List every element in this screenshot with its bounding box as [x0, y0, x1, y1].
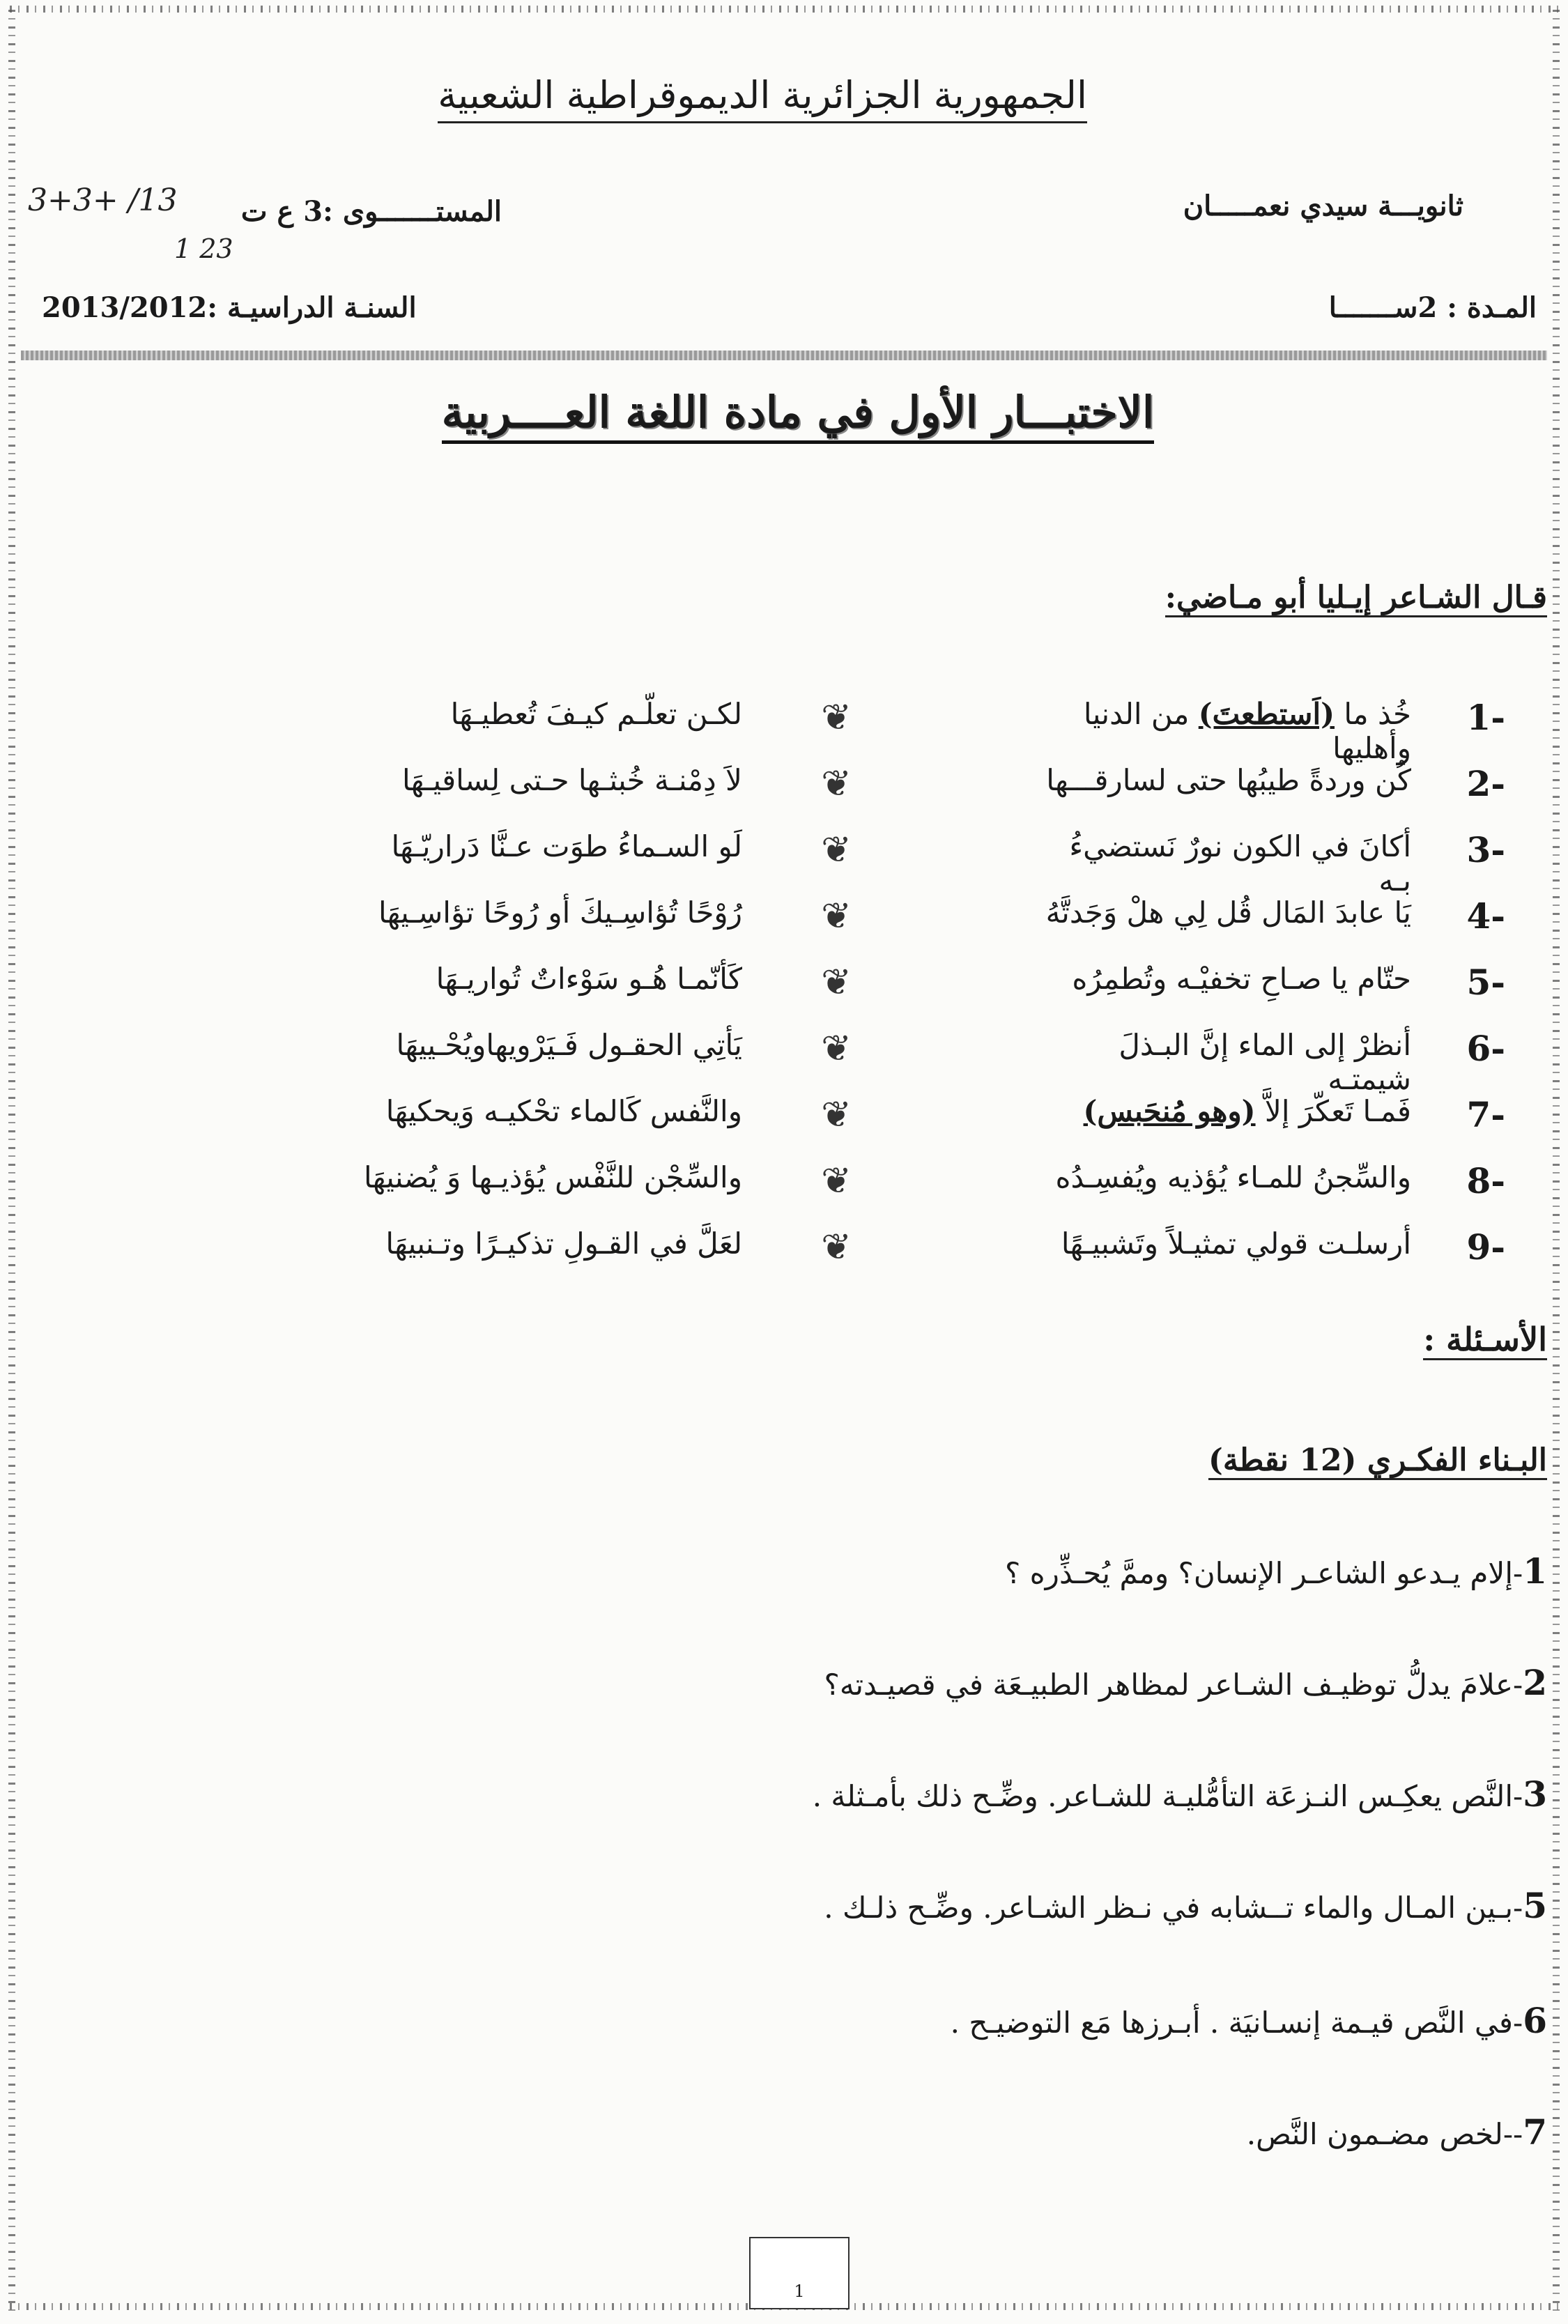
ornament-icon: ❦ — [821, 962, 852, 1003]
verse-row — [0, 763, 1568, 826]
verse-second-hemistich: لكـن تعلّـم كيـفَ تُعطيـهَا — [450, 697, 742, 731]
verse-number: 9- — [1466, 1226, 1505, 1268]
verse-first-hemistich: يَا عابدَ المَال قُل لِي هلْ وَجَدتَّهُ — [1045, 895, 1411, 930]
question-item — [951, 2000, 1547, 2041]
verse-first-hemistich: كُن وردةً طيبُها حتى لسارقـــها — [1046, 763, 1411, 797]
verse-first-hemistich: والسِّجنُ للمـاء يُؤذيه ويُفسِـدُه — [1055, 1160, 1411, 1194]
handwritten-note-2: 1 23 — [174, 233, 233, 264]
verse-second-hemistich: يَأتِي الحقـول فَـيَرْويهاويُحْـييهَا — [396, 1028, 742, 1062]
header-divider — [21, 351, 1547, 360]
question-text: -بـين المـال والماء تــشابه في نـظر الشـاعر. وضِّـح ذلـك . — [824, 1891, 1523, 1925]
question-item — [824, 1662, 1547, 1703]
verse-first-hemistich: أرسلـت قولي تمثيـلاً وتَشبيـهًا — [1061, 1226, 1411, 1261]
verse-first-hemistich: حتّام يا صـاحِ تخفيْـه وتُطمِرُه — [1072, 962, 1411, 996]
section-heading: البـناء الفكـري (12 نقطة) — [1208, 1442, 1547, 1478]
verse-second-hemistich: رُوْحًا تُؤاسِـيكَ أو رُوحًا تؤاسِـيهَا — [378, 895, 742, 930]
question-text: -في النَّص قيـمة إنسـانيَة . أبـرزها مَع التوضيـح . — [950, 2006, 1523, 2040]
verse-second-hemistich: لاَ دِمْنـة خُبثـها حـتى لِساقيـهَا — [401, 763, 742, 797]
school-name: ثانويـــة سيدي نعمـــــان — [1183, 190, 1463, 222]
verse-row — [0, 1094, 1568, 1157]
question-text: -النَّص يعكِـس النـزعَة التأمُّليـة للشـاعر. وضِّـح ذلك بأمـثلة . — [812, 1779, 1523, 1813]
verse-second-hemistich: لَو السـماءُ طوَت عـنَّا دَراريّـهَا — [391, 829, 742, 863]
question-number: 7 — [1523, 2111, 1547, 2153]
page-number-box — [749, 2237, 850, 2309]
verse-first-hemistich: خُذ ما (اَستطعتَ) من الدنيا وأهليها — [1083, 697, 1411, 765]
question-number: 5 — [1523, 1885, 1547, 1926]
question-text: --لخص مضـمون النَّص. — [1246, 2117, 1523, 2151]
ornament-icon: ❦ — [821, 697, 852, 739]
verse-row — [0, 829, 1568, 898]
question-number: 3 — [1523, 1773, 1547, 1815]
verse-second-hemistich: والسِّجْن للنَّفْس يُؤذيـها وَ يُضنيهَا — [363, 1160, 742, 1194]
page-border-top — [10, 6, 1558, 13]
question-item — [1247, 2111, 1547, 2153]
verse-second-hemistich: كَأنّمـا هُـو سَوْءاتٌ تُواريـهَا — [436, 962, 742, 996]
verse-row — [0, 1160, 1568, 1223]
question-number: 6 — [1523, 2000, 1547, 2041]
ornament-icon: ❦ — [821, 895, 852, 937]
verse-second-hemistich: لعَلَّ في القـولِ تذكيـرًا وتـنبيهَا — [385, 1226, 742, 1261]
ornament-icon: ❦ — [821, 1226, 852, 1268]
question-number: 1 — [1523, 1550, 1547, 1592]
handwritten-note: 3+3+ /13 — [28, 183, 178, 218]
ornament-icon: ❦ — [821, 763, 852, 805]
verse-number: 2- — [1466, 763, 1505, 804]
question-text: -علامَ يدلُّ توظيـف الشـاعر لمظاهر الطبيـعَة في قصيـدته؟ — [824, 1668, 1523, 1702]
question-number: 2 — [1523, 1662, 1547, 1703]
verse-row — [0, 962, 1568, 1024]
verse-row — [0, 895, 1568, 958]
questions-heading: الأسـئلة : — [1423, 1321, 1547, 1358]
question-text: -إلام يـدعو الشاعـر الإنسان؟ وممَّ يُحـذِّره ؟ — [1005, 1556, 1523, 1590]
exam-title: الاختبـــار الأول في مادة اللغة العــــربية — [335, 387, 1261, 438]
verse-number: 8- — [1466, 1160, 1505, 1201]
republic-heading: الجمهورية الجزائرية الديموقراطية الشعبية — [488, 73, 1087, 117]
verse-row — [0, 697, 1568, 765]
page-number: 1 — [794, 2281, 805, 2301]
ornament-icon: ❦ — [821, 1094, 852, 1136]
verse-second-hemistich: والنَّفس كَالماء تحْكيـه وَيحكيهَا — [385, 1094, 742, 1128]
question-item — [824, 1885, 1547, 1926]
verse-first-hemistich: فَمـا تَعكّرَ إلاَّ (وهو مُنحَبس) — [1083, 1094, 1411, 1128]
verse-number: 1- — [1466, 697, 1505, 738]
verse-first-hemistich: أنظرْ إلى الماء إنَّ البـذلَ شيمتـه — [1119, 1028, 1411, 1096]
verse-number: 5- — [1466, 962, 1505, 1003]
verse-number: 6- — [1466, 1028, 1505, 1069]
verse-row — [0, 1226, 1568, 1289]
verse-first-hemistich: أكانَ في الكون نورٌ نَستضيءُ بـه — [1069, 829, 1411, 898]
level-label: المستـــــــوى :3 ع ت — [240, 195, 502, 228]
ornament-icon: ❦ — [821, 829, 852, 871]
verse-number: 7- — [1466, 1094, 1505, 1135]
ornament-icon: ❦ — [821, 1160, 852, 1202]
verse-number: 4- — [1466, 895, 1505, 937]
ornament-icon: ❦ — [821, 1028, 852, 1070]
duration-label: المـدة : 2ســـــــا — [1328, 291, 1537, 324]
question-item — [1005, 1550, 1547, 1592]
poem-intro: قـال الشـاعر إيـليا أبو مـاضي: — [1165, 580, 1547, 615]
verse-number: 3- — [1466, 829, 1505, 870]
question-item — [813, 1773, 1547, 1815]
school-year: السنـة الدراسيـة :2013/2012 — [42, 291, 417, 324]
verse-row — [0, 1028, 1568, 1096]
